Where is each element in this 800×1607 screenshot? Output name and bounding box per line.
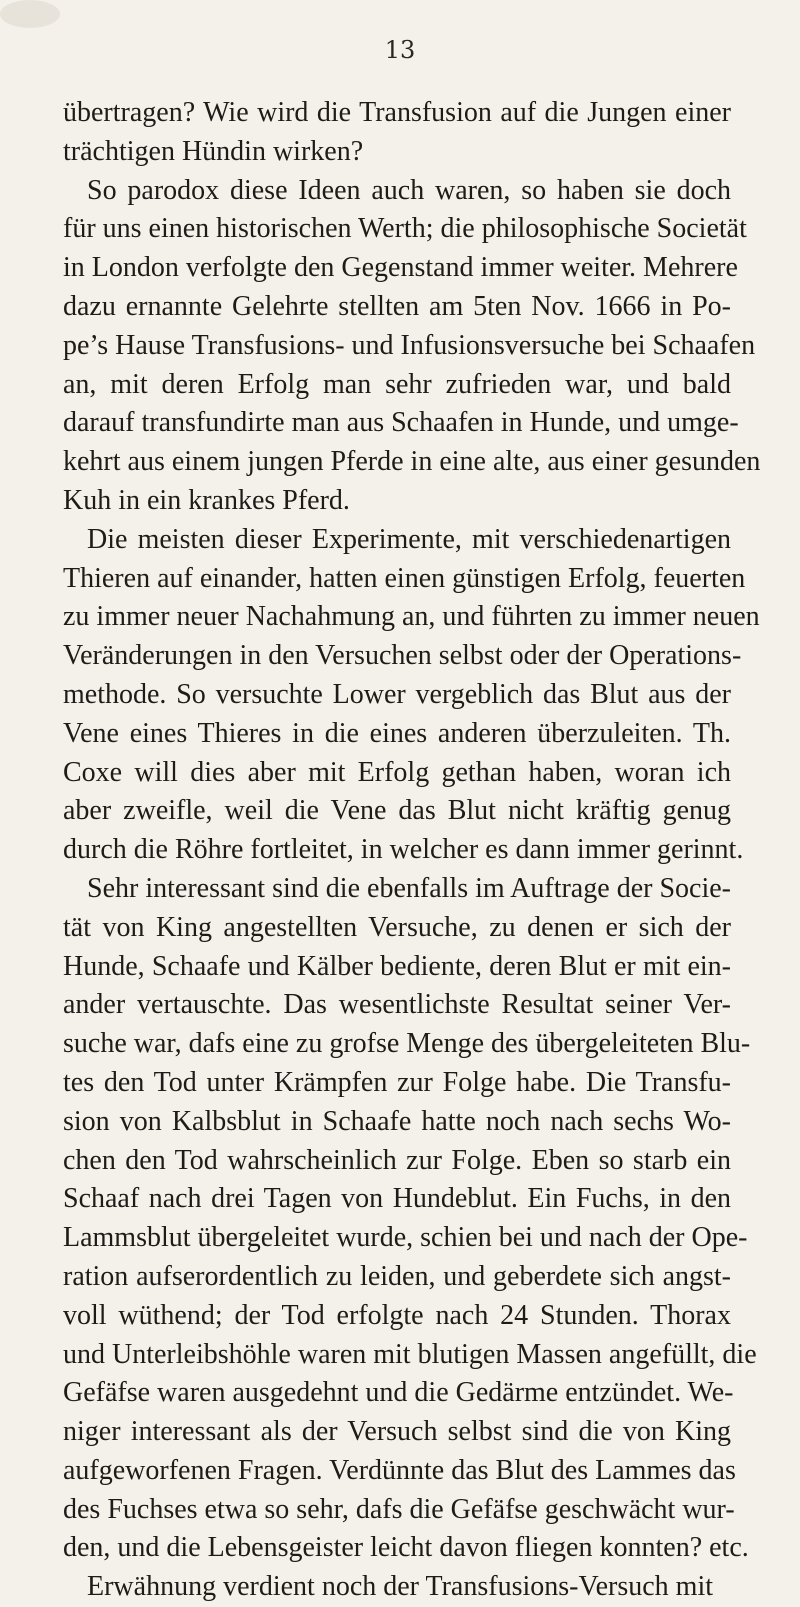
text-line: Veränderungen in den Versuchen selbst oder der Operations- [63,640,742,672]
text-line: trächtigen Hündin wirken? [63,135,364,167]
text-line: voll wüthend; der Tod erfolgte nach 24 Stunden. Thorax [63,1299,731,1331]
text-line: Thieren auf einander, hatten einen günstigen Erfolg, feuerten [63,562,746,594]
text-line: für uns einen historischen Werth; die philosophische Societät [63,213,747,245]
text-line: durch die Röhre fortleitet, in welcher es dann immer gerinnt. [63,834,744,866]
paper-smudge [0,0,60,28]
text-line: Schaaf nach drei Tagen von Hundeblut. Ein Fuchs, in den [63,1183,731,1215]
text-line: Vene eines Thieres in die eines anderen überzuleiten. Th. [63,717,731,749]
text-line: übertragen? Wie wird die Transfusion auf die Jungen einer [63,97,731,128]
text-line: niger interessant als der Versuch selbst sind die von King [63,1416,731,1448]
text-line: Coxe will dies aber mit Erfolg gethan haben, woran ich [63,756,731,788]
text-line: sion von Kalbsblut in Schaafe hatte noch nach sechs Wo- [63,1105,731,1137]
text-line: an, mit deren Erfolg man sehr zufrieden war, und bald [63,368,731,400]
text-line: Gefäfse waren ausgedehnt und die Gedärme entzündet. We- [63,1377,734,1409]
text-line: methode. So versuchte Lower vergeblich das Blut aus der [63,678,731,710]
text-line: Hunde, Schaafe und Kälber bediente, deren Blut er mit ein- [63,950,731,982]
text-line: So parodox diese Ideen auch waren, so haben sie doch [87,174,731,206]
page-number: 13 [384,36,416,64]
text-line: darauf transfundirte man aus Schaafen in Hunde, und umge- [63,407,739,439]
text-line: dazu ernannte Gelehrte stellten am 5ten Nov. 1666 in Po- [63,290,731,322]
text-line: und Unterleibshöhle waren mit blutigen Massen angefüllt, die [63,1338,757,1370]
text-line: chen den Tod wahrscheinlich zur Folge. Eben so starb ein [63,1144,731,1176]
text-line: des Fuchses etwa so sehr, dafs die Gefäfse geschwächt wur- [63,1493,735,1525]
text-line: pe’s Hause Transfusions- und Infusionsversuche bei Schaafen [63,329,756,361]
text-line: den, und die Lebensgeister leicht davon fliegen konnten? etc. [63,1532,749,1564]
text-line: Erwähnung verdient noch der Transfusions-Versuch mit [87,1571,714,1603]
text-line: zu immer neuer Nachahmung an, und führten zu immer neuen [63,601,760,633]
text-line: Lammsblut übergeleitet wurde, schien bei und nach der Ope- [63,1222,748,1254]
text-line: suche war, dafs eine zu grofse Menge des übergeleiteten Blu- [63,1028,751,1060]
text-line: aufgeworfenen Fragen. Verdünnte das Blut des Lammes das [63,1454,736,1486]
text-line: tes den Tod unter Krämpfen zur Folge habe. Die Transfu- [63,1066,731,1098]
text-line: aber zweifle, weil die Vene das Blut nicht kräftig genug [63,795,731,827]
text-line: kehrt aus einem jungen Pferde in eine alte, aus einer gesunden [63,446,761,478]
body-text [63,94,761,1607]
text-line: Sehr interessant sind die ebenfalls im Auftrage der Socie- [87,872,731,904]
text-line: Kuh in ein krankes Pferd. [63,484,350,516]
text-line: Die meisten dieser Experimente, mit verschiedenartigen [87,523,731,555]
text-line: ration aufserordentlich zu leiden, und geberdete sich angst- [63,1260,731,1292]
text-line: in London verfolgte den Gegenstand immer weiter. Mehrere [63,252,738,284]
text-line: ander vertauschte. Das wesentlichste Resultat seiner Ver- [63,989,731,1021]
text-line: tät von King angestellten Versuche, zu denen er sich der [63,911,731,943]
